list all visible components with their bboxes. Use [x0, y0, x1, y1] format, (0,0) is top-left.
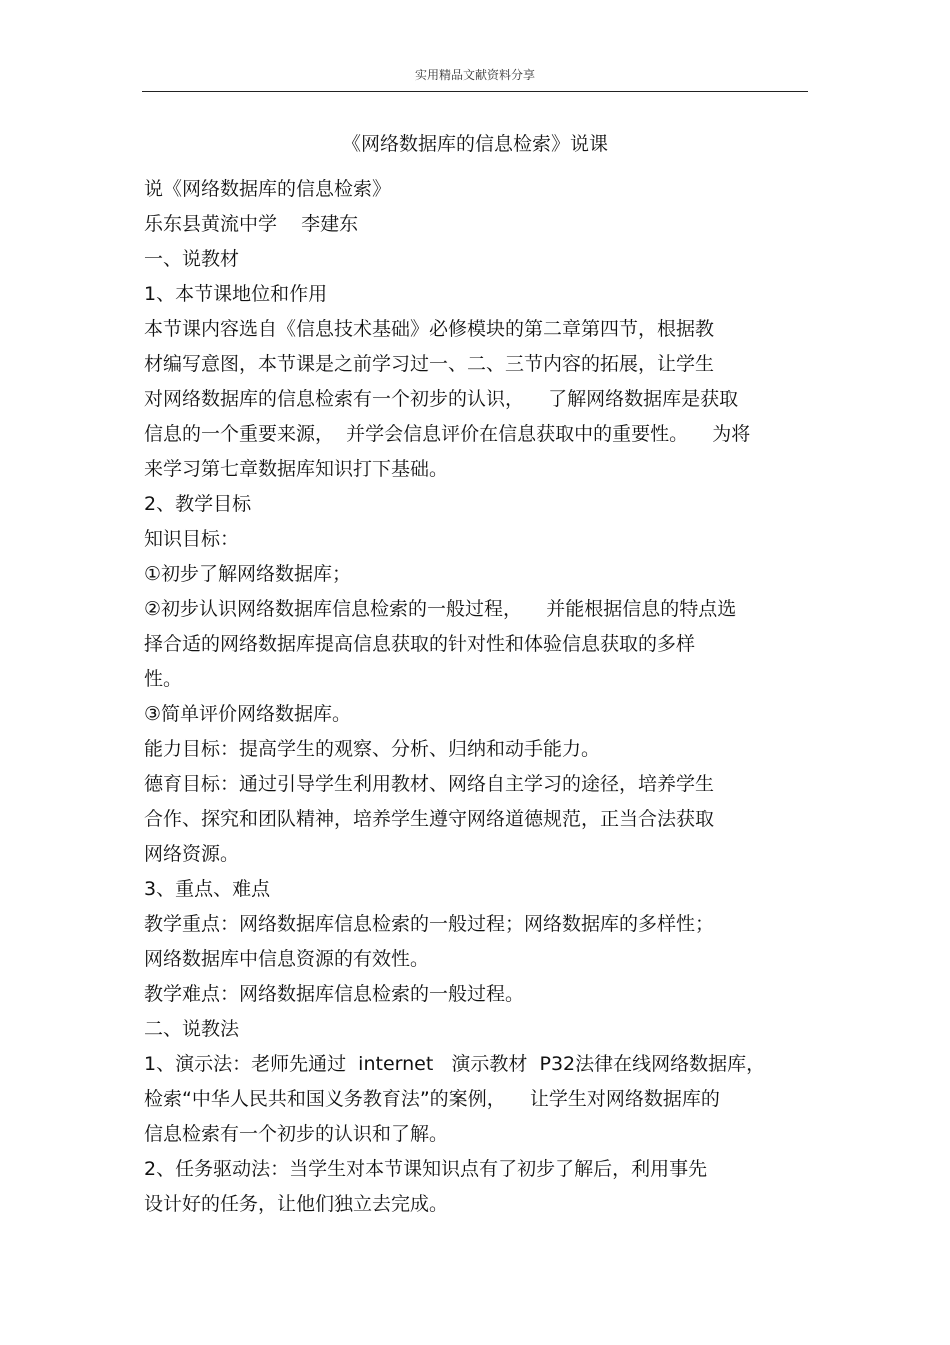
header-divider — [142, 91, 808, 92]
subsection-heading: 1、本节课地位和作用 — [144, 283, 328, 305]
text-line: 检索“中华人民共和国义务教育法”的案例， 让学生对网络数据库的 — [144, 1088, 720, 1110]
list-item: ①初步了解网络数据库； — [144, 563, 352, 585]
text-line: 合作、探究和团队精神，培养学生遵守网络道德规范，正当合法获取 — [144, 808, 715, 830]
subsection-heading: 2、教学目标 — [144, 493, 252, 515]
subsection-heading: 3、重点、难点 — [144, 878, 271, 900]
text-line: 乐东县黄流中学 李建东 — [144, 213, 359, 235]
document-title: 《网络数据库的信息检索》说课 — [341, 133, 608, 155]
list-item: ②初步认识网络数据库信息检索的一般过程， 并能根据信息的特点选 — [144, 598, 737, 620]
text-line: 信息的一个重要来源， 并学会信息评价在信息获取中的重要性。 为将 — [144, 423, 751, 445]
section-heading: 二、说教法 — [144, 1018, 240, 1040]
text-line: 能力目标：提高学生的观察、分析、归纳和动手能力。 — [144, 738, 601, 760]
text-line: 择合适的网络数据库提高信息获取的针对性和体验信息获取的多样 — [144, 633, 696, 655]
text-line: 知识目标： — [144, 528, 240, 550]
text-line: 设计好的任务，让他们独立去完成。 — [144, 1193, 449, 1215]
page-header: 实用精品文献资料分享 — [414, 68, 535, 82]
text-line: 2、任务驱动法：当学生对本节课知识点有了初步了解后，利用事先 — [144, 1158, 708, 1180]
text-line: 对网络数据库的信息检索有一个初步的认识， 了解网络数据库是获取 — [144, 388, 739, 410]
text-line: 性。 — [144, 668, 183, 690]
text-line: 材编写意图，本节课是之前学习过一、二、三节内容的拓展，让学生 — [144, 353, 715, 375]
section-heading: 一、说教材 — [144, 248, 240, 270]
text-line: 网络资源。 — [144, 843, 240, 865]
text-line: 教学难点：网络数据库信息检索的一般过程。 — [144, 983, 525, 1005]
text-line: 信息检索有一个初步的认识和了解。 — [144, 1123, 449, 1145]
text-line: 网络数据库中信息资源的有效性。 — [144, 948, 430, 970]
text-line: 本节课内容选自《信息技术基础》必修模块的第二章第四节，根据教 — [144, 318, 715, 340]
text-line: 来学习第七章数据库知识打下基础。 — [144, 458, 449, 480]
document-body — [144, 172, 824, 1222]
text-line: 教学重点：网络数据库信息检索的一般过程；网络数据库的多样性； — [144, 913, 715, 935]
text-line: 说《网络数据库的信息检索》 — [144, 178, 392, 200]
text-line: 1、演示法：老师先通过 internet 演示教材 P32法律在线网络数据库， — [144, 1053, 766, 1075]
text-line: 德育目标：通过引导学生利用教材、网络自主学习的途径，培养学生 — [144, 773, 715, 795]
list-item: ③简单评价网络数据库。 — [144, 703, 352, 725]
